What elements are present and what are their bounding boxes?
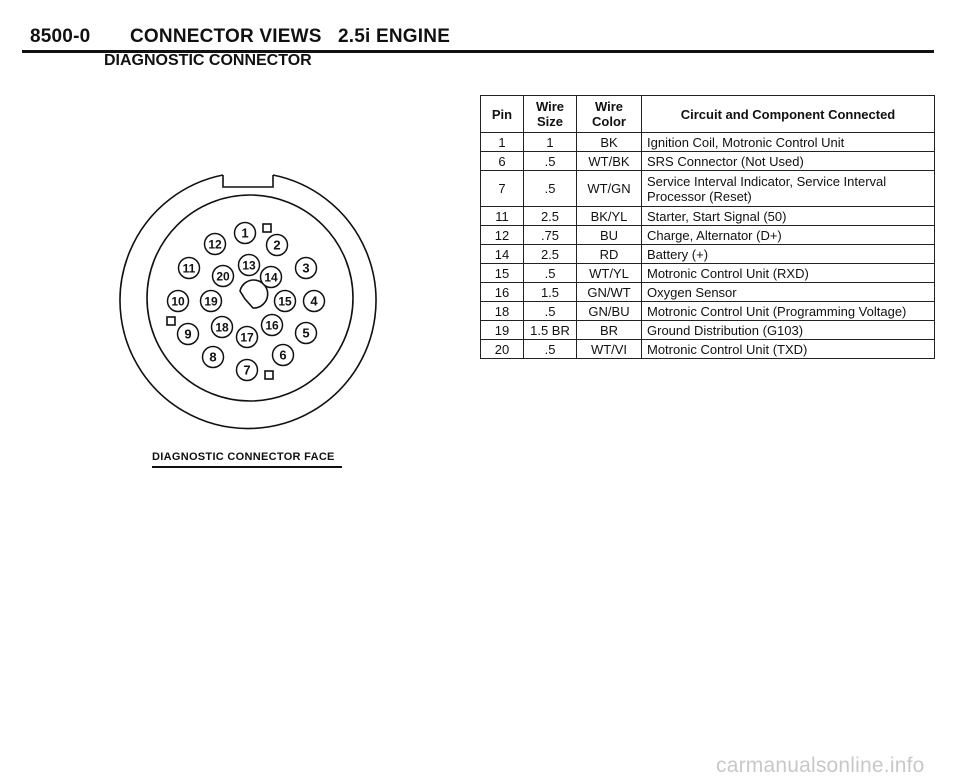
cell-wire-color: BU [577, 226, 642, 245]
cell-pin: 1 [481, 133, 524, 152]
pin-1-label: 1 [241, 225, 249, 241]
cell-circuit: Ground Distribution (G103) [642, 321, 935, 340]
pin-16-label: 16 [265, 318, 279, 333]
pin-4-label: 4 [310, 293, 318, 309]
cell-pin: 19 [481, 321, 524, 340]
pin-15-label: 15 [278, 294, 292, 309]
header-wire-color: Wire Color [577, 96, 642, 133]
pin-14-label: 14 [264, 270, 278, 285]
cell-pin: 6 [481, 152, 524, 171]
cell-wire-color: WT/GN [577, 171, 642, 207]
cell-circuit: Motronic Control Unit (RXD) [642, 264, 935, 283]
cell-circuit: Motronic Control Unit (TXD) [642, 340, 935, 359]
table-row [481, 302, 935, 321]
cell-wire-color: BR [577, 321, 642, 340]
cell-pin: 14 [481, 245, 524, 264]
connector-key-notch [223, 175, 273, 187]
cell-circuit: Ignition Coil, Motronic Control Unit [642, 133, 935, 152]
tab-left [167, 317, 175, 325]
cell-pin: 18 [481, 302, 524, 321]
table-row [481, 245, 935, 264]
cell-pin: 20 [481, 340, 524, 359]
cell-circuit: Oxygen Sensor [642, 283, 935, 302]
table-row [481, 152, 935, 171]
cell-pin: 15 [481, 264, 524, 283]
cell-circuit: Service Interval Indicator, Service Interval Processor (Reset) [642, 171, 935, 207]
header-pin: Pin [481, 96, 524, 133]
pin-10-label: 10 [171, 294, 185, 309]
pin-20-label: 20 [216, 269, 230, 284]
cell-wire-size: 1.5 BR [524, 321, 577, 340]
cell-circuit: Motronic Control Unit (Programming Voltage) [642, 302, 935, 321]
cell-wire-color: BK/YL [577, 207, 642, 226]
cell-pin: 11 [481, 207, 524, 226]
table-row [481, 226, 935, 245]
pin-13-label: 13 [242, 258, 256, 273]
cell-wire-size: .75 [524, 226, 577, 245]
caption-underline [152, 466, 342, 468]
cell-circuit: Starter, Start Signal (50) [642, 207, 935, 226]
section-number: 8500-0 [30, 26, 91, 47]
cell-wire-color: WT/VI [577, 340, 642, 359]
cell-wire-color: RD [577, 245, 642, 264]
pin-8-label: 8 [209, 349, 217, 365]
page-header [22, 24, 934, 53]
table-row [481, 283, 935, 302]
cell-wire-size: .5 [524, 152, 577, 171]
table-row [481, 340, 935, 359]
cell-wire-color: GN/WT [577, 283, 642, 302]
connector-face-caption: DIAGNOSTIC CONNECTOR FACE [152, 451, 335, 463]
pin-12-label: 12 [208, 237, 222, 252]
cell-wire-size: 1.5 [524, 283, 577, 302]
cell-pin: 12 [481, 226, 524, 245]
table-row [481, 321, 935, 340]
table-header-row [481, 96, 935, 133]
cell-pin: 16 [481, 283, 524, 302]
pin-5-label: 5 [302, 325, 310, 341]
header-circuit: Circuit and Component Connected [642, 96, 935, 133]
header-wire-size: Wire Size [524, 96, 577, 133]
pin-19-label: 19 [204, 294, 218, 309]
pin-6-label: 6 [279, 347, 287, 363]
tab-top [263, 224, 271, 232]
pin-17-label: 17 [240, 330, 254, 345]
cell-wire-size: 2.5 [524, 207, 577, 226]
connector-pin-table [480, 95, 935, 359]
page-title: CONNECTOR VIEWS 2.5i ENGINE [130, 26, 451, 47]
pin-3-label: 3 [302, 260, 310, 276]
section-title: DIAGNOSTIC CONNECTOR [104, 52, 312, 69]
pin-18-label: 18 [215, 320, 229, 335]
cell-circuit: SRS Connector (Not Used) [642, 152, 935, 171]
table-row [481, 207, 935, 226]
pin-7-label: 7 [243, 362, 251, 378]
watermark-text: carmanualsonline.info [716, 754, 925, 777]
cell-wire-size: 2.5 [524, 245, 577, 264]
cell-wire-size: 1 [524, 133, 577, 152]
cell-wire-size: .5 [524, 171, 577, 207]
cell-wire-color: WT/YL [577, 264, 642, 283]
cell-wire-size: .5 [524, 302, 577, 321]
table-row [481, 264, 935, 283]
pin-11-label: 11 [182, 261, 196, 276]
pin-2-label: 2 [273, 237, 281, 253]
table-row [481, 133, 935, 152]
diagnostic-connector-diagram [105, 165, 380, 440]
tab-bottom [265, 371, 273, 379]
cell-pin: 7 [481, 171, 524, 207]
cell-wire-size: .5 [524, 264, 577, 283]
table-row [481, 171, 935, 207]
cell-wire-color: WT/BK [577, 152, 642, 171]
cell-wire-color: GN/BU [577, 302, 642, 321]
cell-circuit: Battery (+) [642, 245, 935, 264]
cell-circuit: Charge, Alternator (D+) [642, 226, 935, 245]
cell-wire-size: .5 [524, 340, 577, 359]
pin-9-label: 9 [184, 326, 192, 342]
cell-wire-color: BK [577, 133, 642, 152]
